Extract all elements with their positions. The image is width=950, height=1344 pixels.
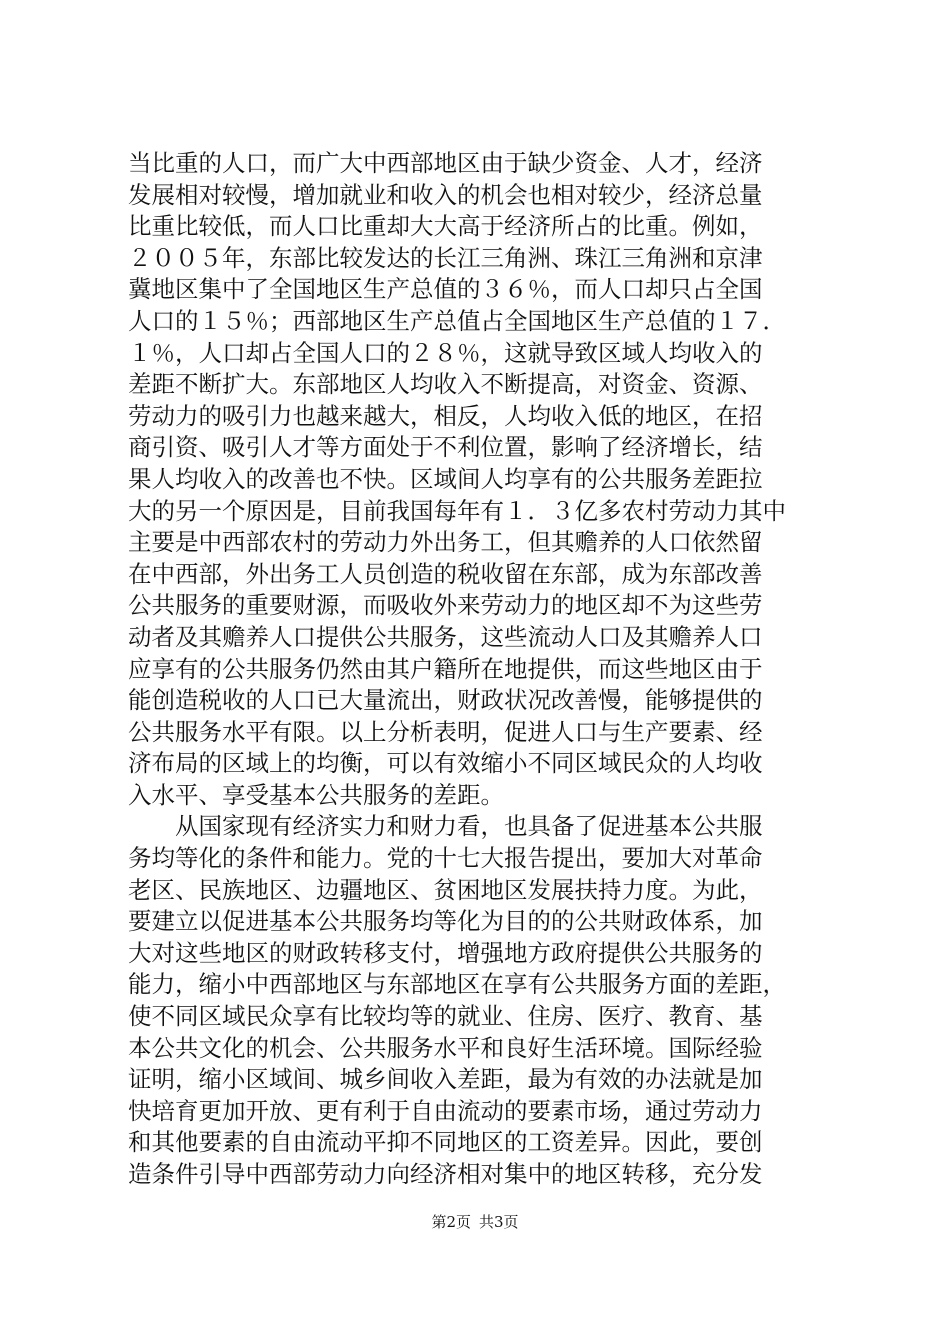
text-line: 能创造税收的人口已大量流出，财政状况改善慢，能够提供的 [128,686,763,715]
text-line: 老区、民族地区、边疆地区、贫困地区发展扶持力度。为此， [128,875,763,904]
text-line: 从国家现有经济实力和财力看，也具备了促进基本公共服 [175,812,763,841]
text-line: ２００５年，东部比较发达的长江三角洲、珠江三角洲和京津 [128,243,763,272]
text-line: 比重比较低，而人口比重却大大高于经济所占的比重。例如， [128,212,763,241]
text-line: 劳动力的吸引力也越来越大，相反，人均收入低的地区，在招 [128,401,763,430]
text-line: 公共服务水平有限。以上分析表明，促进人口与生产要素、经 [128,717,763,746]
text-line: 务均等化的条件和能力。党的十七大报告提出，要加大对革命 [128,844,763,873]
text-line: 发展相对较慢，增加就业和收入的机会也相对较少，经济总量 [128,180,763,209]
text-line: 使不同区域民众享有比较均等的就业、住房、医疗、教育、基 [128,1002,763,1031]
text-line: 大对这些地区的财政转移支付，增强地方政府提供公共服务的 [128,938,763,967]
text-line: 当比重的人口，而广大中西部地区由于缺少资金、人才，经济 [128,149,763,177]
text-line: 证明，缩小区域间、城乡间收入差距，最为有效的办法就是加 [128,1065,763,1094]
text-line: 快培育更加开放、更有利于自由流动的要素市场，通过劳动力 [128,1096,763,1125]
text-line: 商引资、吸引人才等方面处于不利位置，影响了经济增长，结 [128,433,763,462]
page-total: 共3页 [479,1213,519,1231]
text-line: 济布局的区域上的均衡，可以有效缩小不同区域民众的人均收 [128,749,763,778]
text-line: 和其他要素的自由流动平抑不同地区的工资差异。因此，要创 [128,1128,763,1157]
text-line: 人口的１５％；西部地区生产总值占全国地区生产总值的１７． [128,306,786,335]
text-line: 造条件引导中西部劳动力向经济相对集中的地区转移，充分发 [128,1160,763,1188]
text-line: 要建立以促进基本公共服务均等化为目的的公共财政体系，加 [128,907,763,936]
text-line: 果人均收入的改善也不快。区域间人均享有的公共服务差距拉 [128,464,763,493]
text-line: １％，人口却占全国人口的２８％，这就导致区域人均收入的 [128,338,763,367]
text-line: 在中西部，外出务工人员创造的税收留在东部，成为东部改善 [128,559,763,588]
text-line: 主要是中西部农村的劳动力外出务工，但其赡养的人口依然留 [128,528,763,557]
paragraph [128,811,838,1190]
text-line: 公共服务的重要财源，而吸收外来劳动力的地区却不为这些劳 [128,591,763,620]
text-line: 大的另一个原因是，目前我国每年有１．３亿多农村劳动力其中 [128,496,786,525]
page-footer [0,1212,950,1232]
paragraph [128,148,838,811]
document-body [128,148,838,1191]
text-line: 差距不断扩大。东部地区人均收入不断提高，对资金、资源、 [128,370,763,399]
text-line: 能力，缩小中西部地区与东部地区在享有公共服务方面的差距， [128,970,786,999]
page-number: 第2页 [431,1213,471,1231]
text-line: 入水平、享受基本公共服务的差距。 [128,780,504,809]
text-line: 本公共文化的机会、公共服务水平和良好生活环境。国际经验 [128,1033,763,1062]
text-line: 应享有的公共服务仍然由其户籍所在地提供，而这些地区由于 [128,654,763,683]
text-line: 冀地区集中了全国地区生产总值的３６％，而人口却只占全国 [128,275,763,304]
text-line: 动者及其赡养人口提供公共服务，这些流动人口及其赡养人口 [128,622,763,651]
